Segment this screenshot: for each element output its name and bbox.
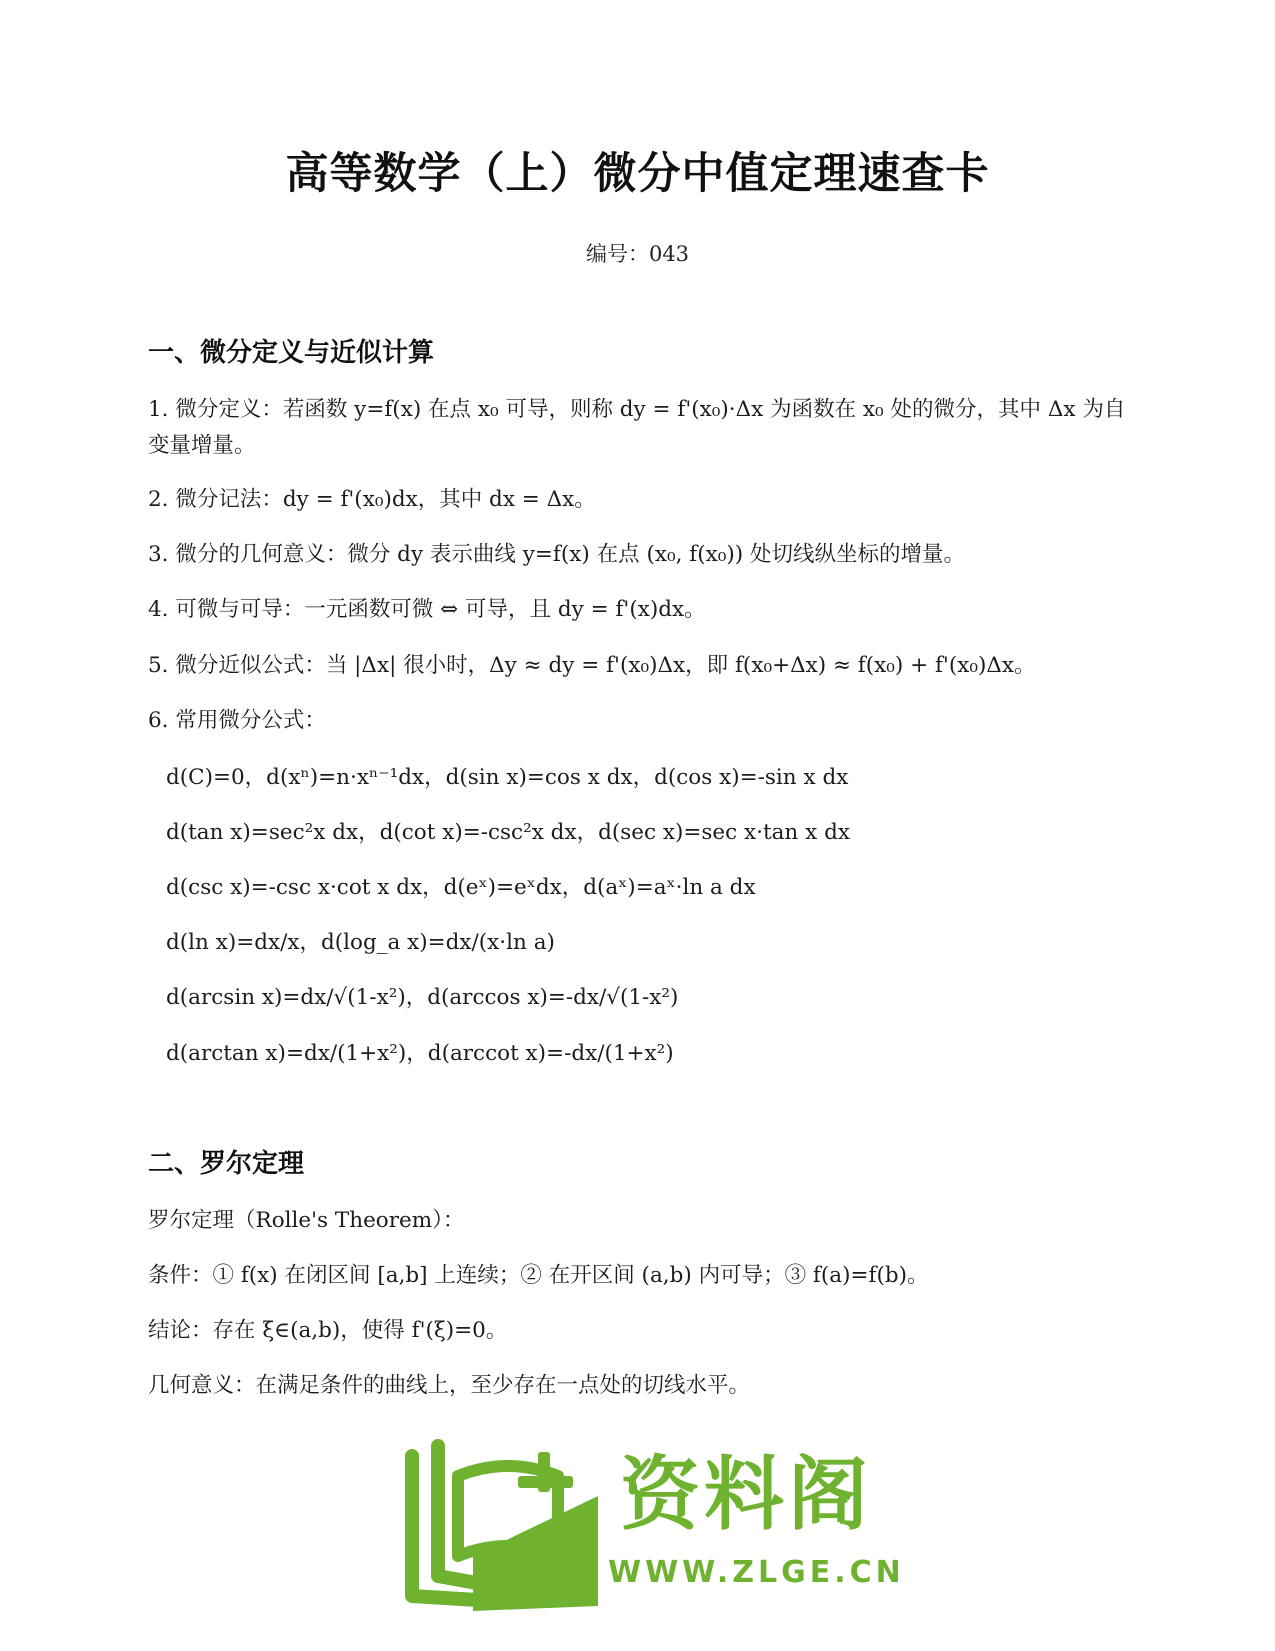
page-title: 高等数学（上）微分中值定理速查卡 bbox=[285, 149, 990, 199]
list-item: 3. 微分的几何意义：微分 dy 表示曲线 y=f(x) 在点 (x₀, f(x₀)) 处切线纵坐标的增量。 bbox=[148, 542, 965, 567]
list-item: 2. 微分记法：dy = f'(x₀)dx，其中 dx = Δx。 bbox=[148, 487, 596, 512]
list-item: 条件：① f(x) 在闭区间 [a,b] 上连续；② 在开区间 (a,b) 内可导；③ f(a)=f(b)。 bbox=[148, 1263, 929, 1288]
list-item: 罗尔定理（Rolle's Theorem）： bbox=[148, 1208, 465, 1233]
list-item: 结论：存在 ξ∈(a,b)，使得 f'(ξ)=0。 bbox=[148, 1318, 508, 1343]
list-item: 几何意义：在满足条件的曲线上，至少存在一点处的切线水平。 bbox=[148, 1373, 751, 1398]
formula-line: d(C)=0，d(xⁿ)=n·xⁿ⁻¹dx，d(sin x)=cos x dx，d(cos x)=-sin x dx bbox=[166, 765, 849, 790]
section-heading-rolle: 二、罗尔定理 bbox=[148, 1149, 305, 1179]
list-item: 5. 微分近似公式：当 |Δx| 很小时，Δy ≈ dy = f'(x₀)Δx，即 f(x₀+Δx) ≈ f(x₀) + f'(x₀)Δx。 bbox=[148, 653, 1036, 678]
watermark-brand: 资料阁 bbox=[620, 1448, 872, 1541]
formula-line: d(arctan x)=dx/(1+x²)，d(arccot x)=-dx/(1+x²) bbox=[166, 1041, 674, 1066]
watermark-url: WWW.ZLGE.CN bbox=[608, 1555, 905, 1590]
section-heading-differential: 一、微分定义与近似计算 bbox=[148, 338, 435, 368]
list-item: 4. 可微与可导：一元函数可微 ⇔ 可导，且 dy = f'(x)dx。 bbox=[148, 597, 706, 622]
document-number: 编号：043 bbox=[585, 242, 690, 266]
formula-line: d(arcsin x)=dx/√(1-x²)，d(arccos x)=-dx/√(1-x²) bbox=[166, 985, 679, 1010]
formula-line: d(ln x)=dx/x，d(log_a x)=dx/(x·ln a) bbox=[166, 930, 555, 955]
formula-line: d(csc x)=-csc x·cot x dx，d(eˣ)=eˣdx，d(aˣ)=aˣ·ln a dx bbox=[166, 875, 756, 900]
list-item: 1. 微分定义：若函数 y=f(x) 在点 x₀ 可导，则称 dy = f'(x₀)·Δx 为函数在 x₀ 处的微分，其中 Δx 为自变量增量。 bbox=[148, 397, 1126, 458]
list-item: 6. 常用微分公式： bbox=[148, 708, 326, 733]
formula-line: d(tan x)=sec²x dx，d(cot x)=-csc²x dx，d(sec x)=sec x·tan x dx bbox=[166, 820, 850, 845]
